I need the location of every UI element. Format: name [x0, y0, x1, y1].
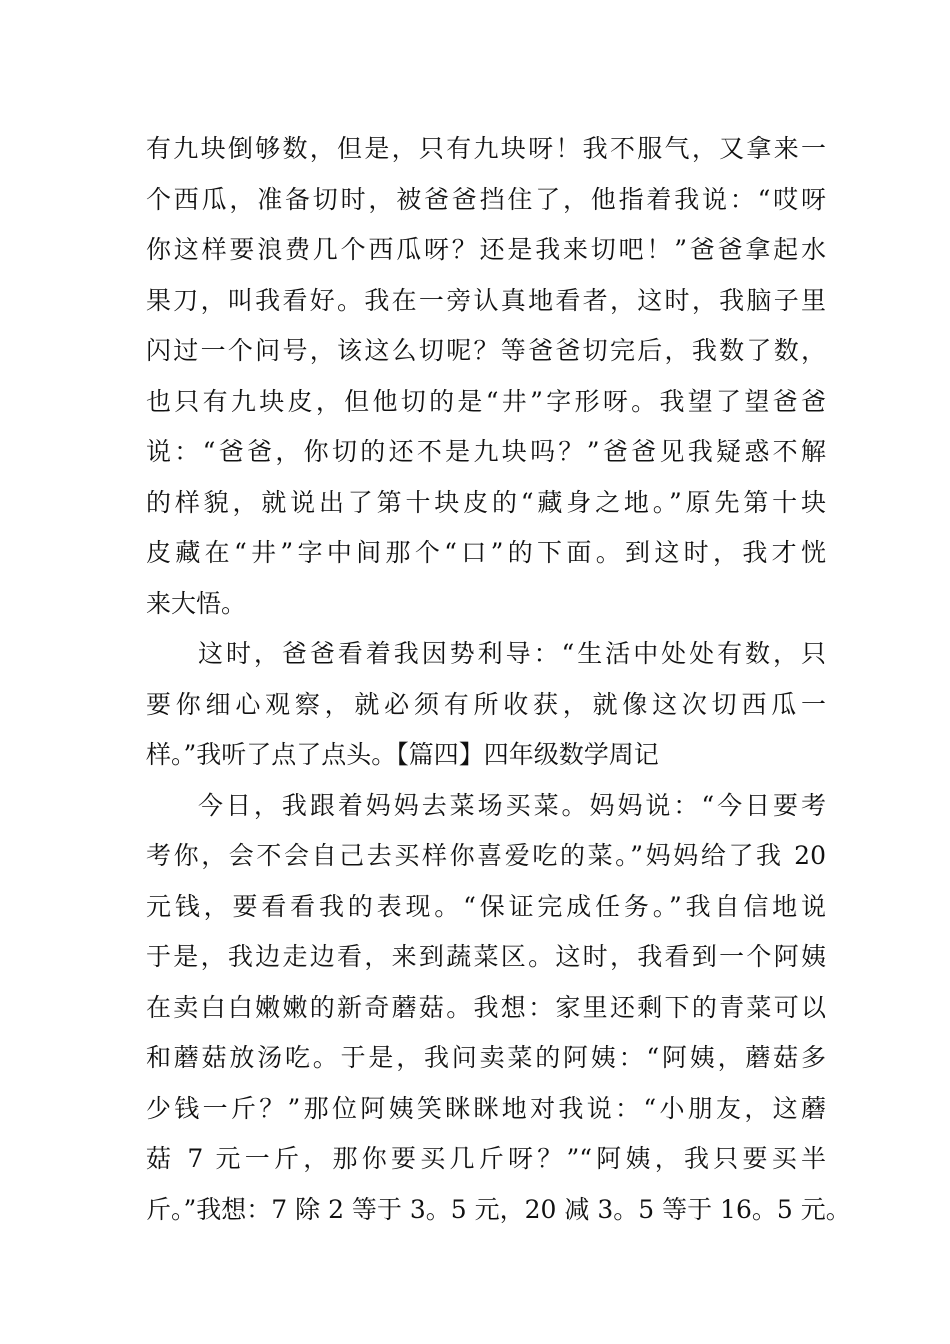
- text-line: 在卖白白嫩嫩的新奇蘑菇。我想：家里还剩下的青菜可以: [146, 992, 826, 1022]
- text-line: 斤。”我想：7 除 2 等于 3。5 元，20 减 3。5 等于 16。5 元。: [146, 1194, 851, 1224]
- paragraph-first-line: 这时，爸爸看着我因势利导：“生活中处处有数，只: [198, 639, 826, 668]
- text-line: 有九块倒够数，但是，只有九块呀！我不服气，又拿来一: [146, 134, 826, 163]
- text-line: 你这样要浪费几个西瓜呀？还是我来切吧！”爸爸拿起水: [146, 235, 826, 264]
- text-line: 果刀，叫我看好。我在一旁认真地看者，这时，我脑子里: [146, 285, 826, 315]
- text-line: 闪过一个问号，该这么切呢？等爸爸切完后，我数了数，: [146, 336, 826, 365]
- text-line: 也只有九块皮，但他切的是“井”字形呀。我望了望爸爸: [146, 386, 826, 416]
- text-line: 考你，会不会自己去买样你喜爱吃的菜。”妈妈给了我 20: [146, 841, 826, 870]
- text-line: 的样貌，就说出了第十块皮的“藏身之地。”原先第十块: [146, 487, 826, 517]
- document-body: [146, 124, 851, 1235]
- text-line: 要你细心观察，就必须有所收获，就像这次切西瓜一: [146, 689, 826, 719]
- text-line: 元钱，要看看我的表现。“保证完成任务。”我自信地说: [146, 891, 826, 921]
- text-line: 样。”我听了点了点头。【篇四】四年级数学周记: [146, 740, 659, 769]
- text-line: 个西瓜，准备切时，被爸爸挡住了，他指着我说：“哎呀: [146, 184, 826, 214]
- text-line: 皮藏在“井”字中间那个“口”的下面。到这时，我才恍: [146, 538, 826, 567]
- text-line: 说：“爸爸，你切的还不是九块吗？”爸爸见我疑惑不解: [146, 437, 826, 466]
- text-line: 少钱一斤？”那位阿姨笑眯眯地对我说：“小朋友，这蘑: [146, 1093, 826, 1123]
- text-line: 菇 7 元一斤，那你要买几斤呀？”“阿姨，我只要买半: [146, 1144, 826, 1173]
- paragraph-first-line: 今日，我跟着妈妈去菜场买菜。妈妈说：“今日要考: [198, 790, 826, 820]
- text-line: 和蘑菇放汤吃。于是，我问卖菜的阿姨：“阿姨，蘑菇多: [146, 1043, 826, 1072]
- text-line: 于是，我边走边看，来到蔬菜区。这时，我看到一个阿姨: [146, 942, 826, 971]
- text-line: 来大悟。: [146, 588, 247, 618]
